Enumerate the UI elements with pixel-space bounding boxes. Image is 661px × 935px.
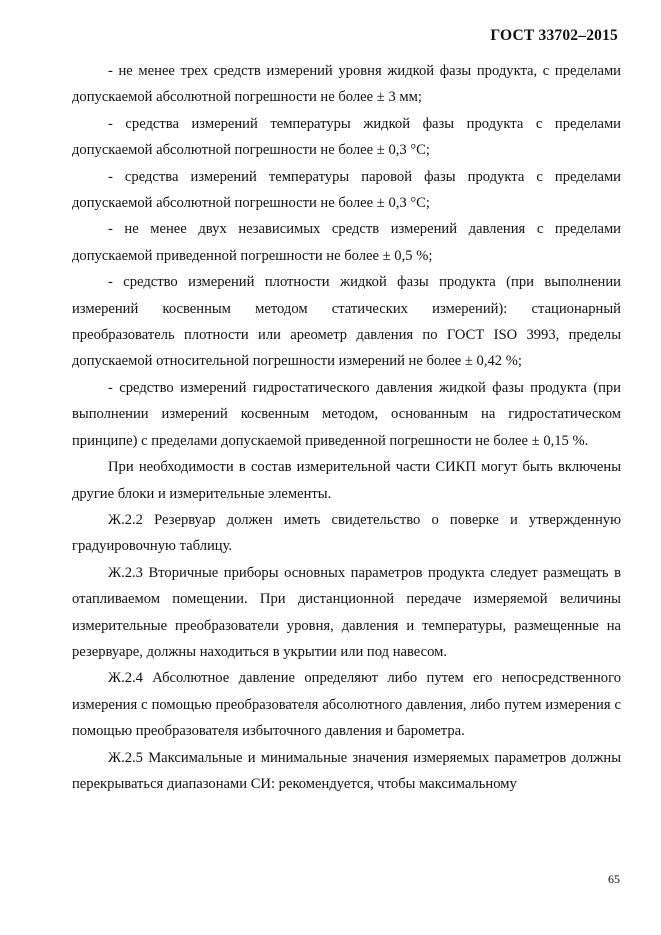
paragraph-hydrostatic-pressure: - средство измерений гидростатического давления жидкой фазы продукта (при выполнении измерений косвенным методом, основанным на гидростатическом принципе) с пределами допускаемой приведенной погрешности не более ± 0,15 %. (72, 379, 621, 449)
paragraph-liquid-temperature: - средства измерений температуры жидкой фазы продукта с пределами допускаемой абсолютной погрешности не более ± 0,3 °С; (72, 115, 621, 159)
paragraph-vapor-temperature: - средства измерений температуры паровой фазы продукта с пределами допускаемой абсолютной погрешности не более ± 0,3 °С; (72, 168, 621, 212)
paragraph-zh-2-2: Ж.2.2 Резервуар должен иметь свидетельство о поверке и утвержденную градуировочную таблицу. (72, 511, 621, 555)
paragraph-density-instrument: - средство измерений плотности жидкой фазы продукта (при выполнении измерений косвенным методом статических измерений): стационарный преобразователь плотности или ареометр давления по ГОСТ ISO 3993, пределы допускаемой относительной погрешности измерений не более ± 0,42 %; (72, 274, 621, 370)
standard-header: ГОСТ 33702–2015 (490, 27, 618, 44)
paragraph-additional-blocks: При необходимости в состав измерительной части СИКП могут быть включены другие блоки и измерительные элементы. (72, 459, 621, 502)
paragraph-zh-2-3: Ж.2.3 Вторичные приборы основных параметров продукта следует размещать в отапливаемом помещении. При дистанционной передаче измеряемой величины измерительные преобразователи уровня, давления и температуры, размещенные на резервуаре, должны находиться в укрытии или под навесом. (72, 564, 621, 660)
paragraph-zh-2-5: Ж.2.5 Максимальные и минимальные значения измеряемых параметров должны перекрываться диапазонами СИ: рекомендуется, чтобы максимальному (72, 749, 621, 792)
paragraph-pressure-instruments: - не менее двух независимых средств измерений давления с пределами допускаемой приведенной погрешности не более ± 0,5 %; (72, 221, 621, 264)
paragraph-zh-2-4: Ж.2.4 Абсолютное давление определяют либо путем его непосредственного измерения с помощью преобразователя абсолютного давления, либо путем измерения с помощью преобразователя избыточного давления и барометра. (72, 670, 621, 740)
paragraph-level-instruments: - не менее трех средств измерений уровня жидкой фазы продукта, с пределами допускаемой абсолютной погрешности не более ± 3 мм; (72, 63, 621, 106)
body-text (72, 58, 621, 797)
page-number: 65 (608, 872, 620, 886)
